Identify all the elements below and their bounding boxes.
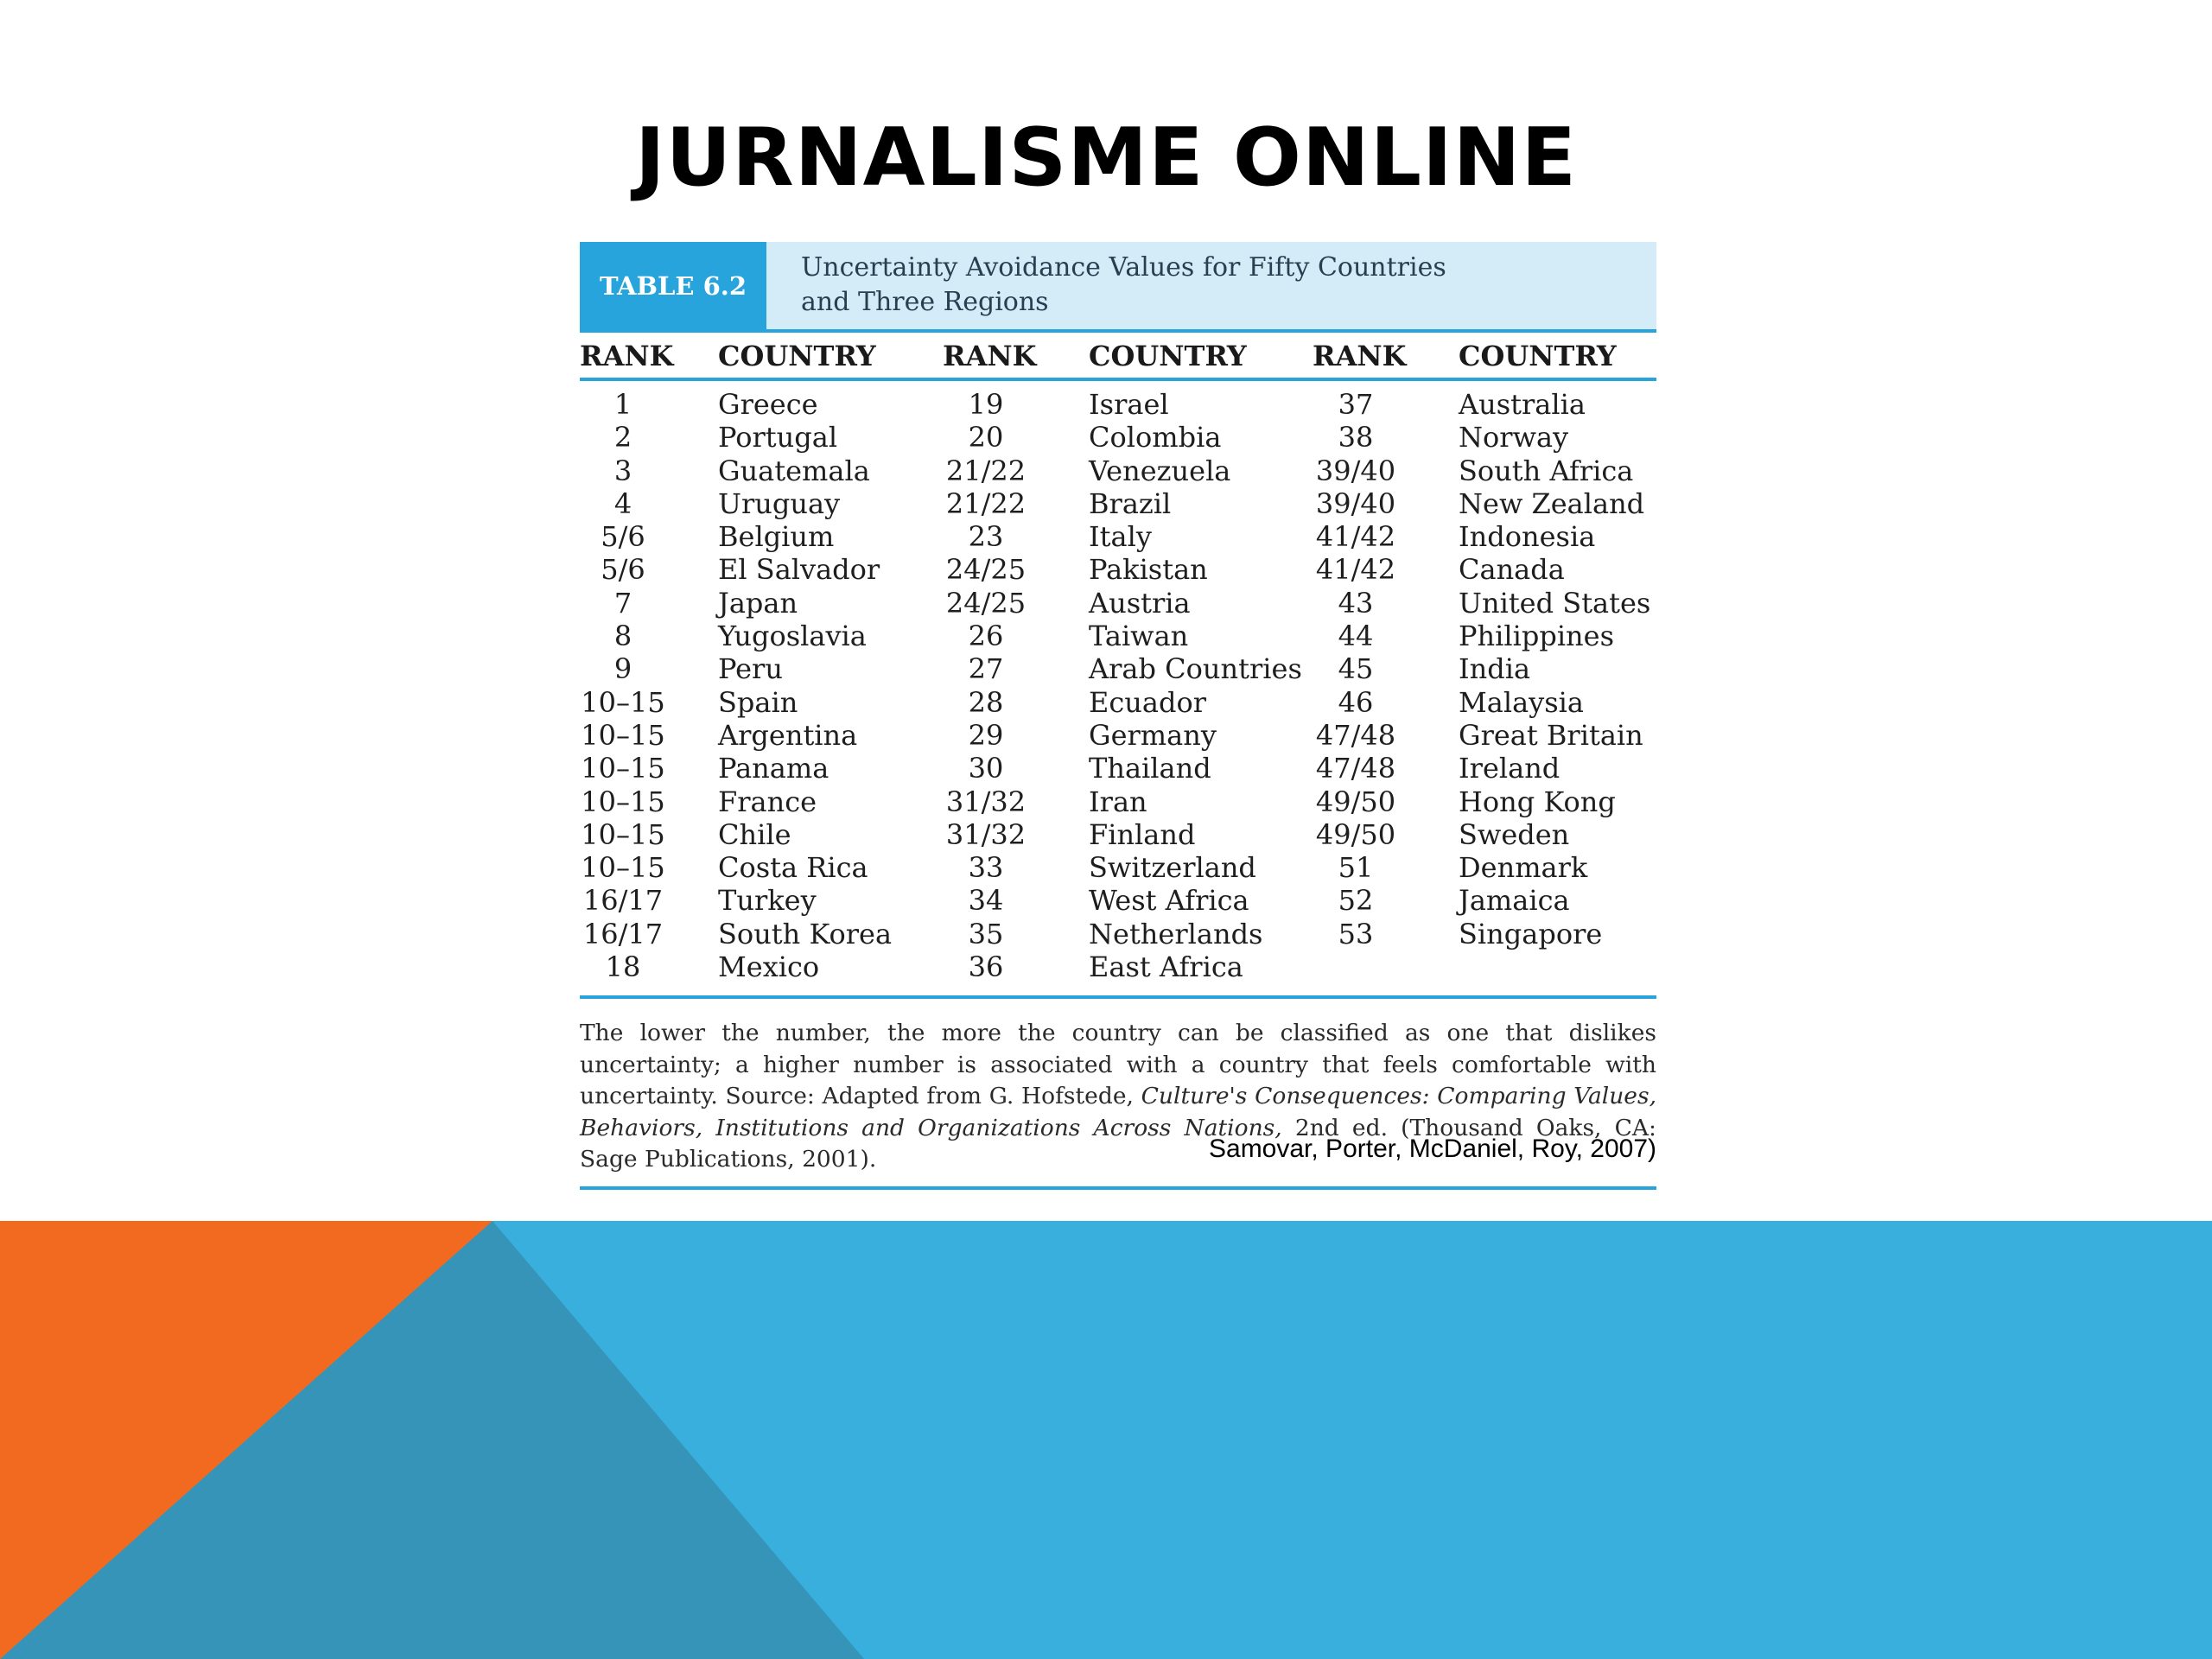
country-cell: Switzerland: [1089, 851, 1256, 885]
table-row: [580, 652, 1656, 685]
country-cell: Jamaica: [1459, 884, 1570, 918]
rank-cell: 34: [968, 884, 1004, 918]
country-cell: Taiwan: [1089, 620, 1189, 653]
column-header-rank: RANK: [1313, 340, 1407, 372]
country-cell: Germany: [1089, 718, 1217, 752]
rank-cell: 29: [968, 718, 1004, 752]
table-row: [580, 719, 1656, 752]
rank-cell: 24/25: [945, 586, 1027, 620]
rank-cell: 39/40: [1315, 454, 1396, 487]
table-caption-line: and Three Regions: [801, 287, 1049, 317]
table-row: [580, 884, 1656, 917]
table-header-band: [580, 242, 1656, 329]
country-cell: Sweden: [1459, 817, 1570, 851]
rank-cell: 8: [613, 620, 632, 653]
table-row: [580, 851, 1656, 884]
table-bottom-rule: [580, 995, 1656, 999]
column-header-country: COUNTRY: [1089, 340, 1247, 372]
column-headers: [580, 334, 1656, 378]
rank-cell: 18: [605, 950, 641, 984]
table-number-badge: TABLE 6.2: [580, 242, 766, 329]
header-divider: [580, 329, 1656, 333]
rank-cell: 49/50: [1315, 785, 1396, 818]
rank-cell: 16/17: [582, 884, 664, 918]
rank-cell: 47/48: [1315, 752, 1396, 785]
rank-cell: 9: [613, 652, 632, 686]
table-row: [580, 553, 1656, 586]
rank-cell: 27: [968, 652, 1004, 686]
rank-cell: 10–15: [581, 785, 665, 818]
table-row: [580, 620, 1656, 652]
source-citation: Samovar, Porter, McDaniel, Roy, 2007): [1209, 1135, 1656, 1163]
country-cell: Peru: [718, 652, 783, 686]
rank-cell: 28: [968, 685, 1004, 719]
country-cell: Thailand: [1089, 752, 1211, 785]
country-cell: Iran: [1089, 785, 1147, 818]
footnote-text: The lower the number, the more the country can be classified as one that dislikes uncertainty; a higher number is associated with a country that feels comfortable with uncertainty. Source: Adapted from G. Hofstede,: [580, 1020, 1656, 1110]
country-cell: Great Britain: [1459, 718, 1643, 752]
rank-cell: 21/22: [945, 454, 1027, 487]
rank-cell: 45: [1338, 652, 1374, 686]
table-row: [580, 388, 1656, 421]
table-row: [580, 950, 1656, 983]
country-cell: Brazil: [1089, 486, 1172, 520]
country-cell: Denmark: [1459, 851, 1588, 885]
country-cell: Finland: [1089, 817, 1196, 851]
country-cell: Malaysia: [1459, 685, 1584, 719]
column-header-rank: RANK: [943, 340, 1037, 372]
rank-cell: 4: [613, 486, 632, 520]
table-body: [580, 381, 1656, 983]
country-cell: Belgium: [718, 520, 835, 554]
table-caption-line: Uncertainty Avoidance Values for Fifty Countries: [801, 252, 1446, 283]
country-cell: Israel: [1089, 388, 1169, 421]
country-cell: West Africa: [1089, 884, 1249, 918]
rank-cell: 43: [1338, 586, 1374, 620]
rank-cell: 49/50: [1315, 817, 1396, 851]
country-cell: Portugal: [718, 421, 838, 454]
rank-cell: 44: [1338, 620, 1374, 653]
country-cell: Canada: [1459, 553, 1565, 587]
table-caption: [766, 242, 1446, 329]
rank-cell: 2: [613, 421, 632, 454]
rank-cell: 41/42: [1315, 520, 1396, 554]
rank-cell: 33: [968, 851, 1004, 885]
rank-cell: 16/17: [582, 917, 664, 950]
rank-cell: 21/22: [945, 486, 1027, 520]
country-cell: Spain: [718, 685, 798, 719]
footnote-tail: 2nd ed. (Thousand Oaks, CA: Sage Publications, 2001).: [580, 1114, 1656, 1173]
country-cell: France: [718, 785, 817, 818]
rank-cell: 31/32: [945, 785, 1027, 818]
table-row: [580, 421, 1656, 454]
country-cell: East Africa: [1089, 950, 1243, 984]
country-cell: Argentina: [718, 718, 858, 752]
rank-cell: 24/25: [945, 553, 1027, 587]
country-cell: Arab Countries: [1089, 652, 1302, 686]
table-row: [580, 918, 1656, 950]
column-header-country: COUNTRY: [1459, 340, 1617, 372]
country-cell: Austria: [1089, 586, 1191, 620]
table-row: [580, 785, 1656, 818]
country-cell: Indonesia: [1459, 520, 1596, 554]
uncertainty-table-figure: [580, 242, 1656, 1190]
table-row: [580, 752, 1656, 785]
country-cell: Uruguay: [718, 486, 841, 520]
rank-cell: 1: [613, 388, 632, 421]
country-cell: Hong Kong: [1459, 785, 1616, 818]
rank-cell: 52: [1338, 884, 1374, 918]
rank-cell: 31/32: [945, 817, 1027, 851]
country-cell: Singapore: [1459, 917, 1603, 950]
country-cell: United States: [1459, 586, 1651, 620]
rank-cell: 20: [968, 421, 1004, 454]
country-cell: Yugoslavia: [718, 620, 867, 653]
country-cell: South Korea: [718, 917, 893, 950]
rank-cell: 39/40: [1315, 486, 1396, 520]
country-cell: India: [1459, 652, 1531, 686]
country-cell: New Zealand: [1459, 486, 1645, 520]
country-cell: Philippines: [1459, 620, 1615, 653]
country-cell: Panama: [718, 752, 830, 785]
rank-cell: 30: [968, 752, 1004, 785]
rank-cell: 10–15: [581, 851, 665, 885]
rank-cell: 10–15: [581, 752, 665, 785]
footnote-bottom-rule: [580, 1186, 1656, 1190]
country-cell: Turkey: [718, 884, 817, 918]
country-cell: Australia: [1459, 388, 1586, 421]
rank-cell: 19: [968, 388, 1004, 421]
rank-cell: 35: [968, 917, 1004, 950]
footnote-book-title: Culture's Consequences: Comparing Values, Behaviors, Institutions and Organizations Across Nations,: [580, 1083, 1656, 1141]
country-cell: Pakistan: [1089, 553, 1208, 587]
country-cell: El Salvador: [718, 553, 880, 587]
rank-cell: 10–15: [581, 685, 665, 719]
slide-title: JURNALISME ONLINE: [635, 111, 1577, 204]
rank-cell: 36: [968, 950, 1004, 984]
country-cell: South Africa: [1459, 454, 1634, 487]
rank-cell: 41/42: [1315, 553, 1396, 587]
column-header-rank: RANK: [580, 340, 674, 372]
table-row: [580, 487, 1656, 520]
rank-cell: 7: [613, 586, 632, 620]
rank-cell: 38: [1338, 421, 1374, 454]
country-cell: Mexico: [718, 950, 820, 984]
rank-cell: 46: [1338, 685, 1374, 719]
country-cell: Costa Rica: [718, 851, 868, 885]
country-cell: Guatemala: [718, 454, 870, 487]
rank-cell: 23: [968, 520, 1004, 554]
rank-cell: 10–15: [581, 817, 665, 851]
table-row: [580, 818, 1656, 851]
rank-cell: 51: [1338, 851, 1374, 885]
rank-cell: 53: [1338, 917, 1374, 950]
table-row: [580, 520, 1656, 553]
table-row: [580, 686, 1656, 719]
rank-cell: 26: [968, 620, 1004, 653]
country-cell: Italy: [1089, 520, 1152, 554]
country-cell: Japan: [718, 586, 798, 620]
rank-cell: 5/6: [601, 553, 645, 587]
country-cell: Ecuador: [1089, 685, 1207, 719]
country-cell: Venezuela: [1089, 454, 1231, 487]
table-row: [580, 454, 1656, 487]
rank-cell: 10–15: [581, 718, 665, 752]
table-row: [580, 587, 1656, 620]
rank-cell: 47/48: [1315, 718, 1396, 752]
country-cell: Netherlands: [1089, 917, 1263, 950]
country-cell: Norway: [1459, 421, 1569, 454]
country-cell: Greece: [718, 388, 818, 421]
rank-cell: 37: [1338, 388, 1374, 421]
rank-cell: 3: [613, 454, 632, 487]
country-cell: Ireland: [1459, 752, 1560, 785]
country-cell: Chile: [718, 817, 791, 851]
column-header-country: COUNTRY: [718, 340, 876, 372]
rank-cell: 5/6: [601, 520, 645, 554]
country-cell: Colombia: [1089, 421, 1222, 454]
